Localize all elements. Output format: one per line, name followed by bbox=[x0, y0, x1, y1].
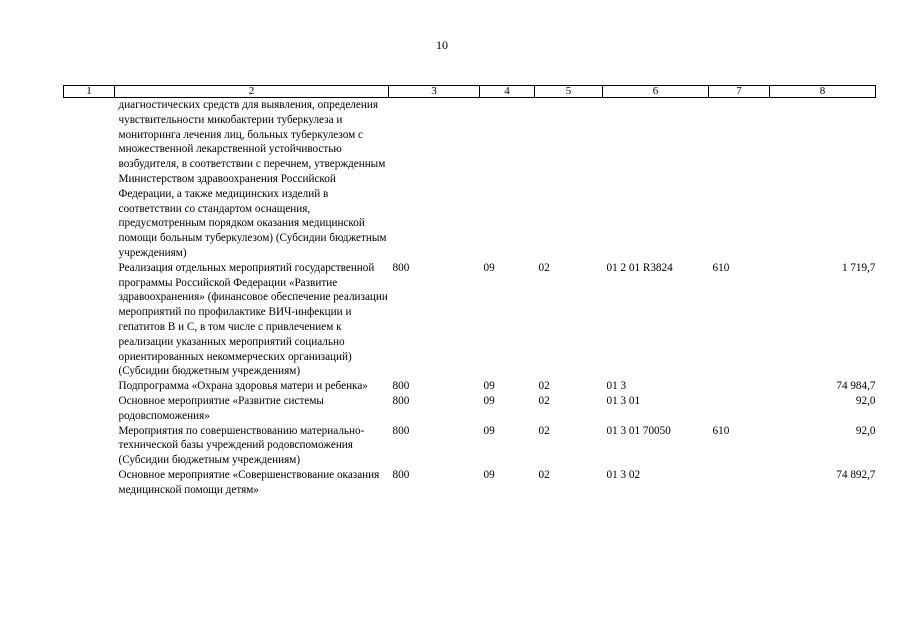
table-row bbox=[64, 379, 876, 394]
column-header-2: 2 bbox=[115, 86, 389, 98]
cell-name: Основное мероприятие «Развитие системы родовспоможения» bbox=[118, 394, 324, 422]
cell-subsection: 02 bbox=[538, 380, 550, 393]
cell-ministry-code bbox=[389, 98, 480, 261]
cell-target-article: 01 3 01 bbox=[606, 394, 641, 407]
cell-expense-type bbox=[709, 98, 770, 261]
cell-empty bbox=[64, 468, 115, 498]
column-number-row bbox=[64, 86, 876, 98]
cell-section: 09 bbox=[483, 261, 495, 274]
cell-empty bbox=[64, 261, 115, 379]
cell-ministry-code: 800 bbox=[392, 468, 410, 481]
cell-expense-type bbox=[709, 379, 770, 394]
cell-empty bbox=[64, 379, 115, 394]
cell-subsection bbox=[535, 98, 603, 261]
cell-amount: 92,0 bbox=[855, 424, 876, 437]
cell-target-article: 01 3 01 70050 bbox=[606, 424, 671, 437]
page-number: 10 bbox=[436, 38, 448, 52]
cell-target-article bbox=[603, 98, 709, 261]
cell-target-article: 01 3 02 bbox=[606, 468, 641, 481]
cell-name: Мероприятия по совершенствованию материально-технической базы учреждений родовспоможения (Субсидии бюджетным учреждениям) bbox=[118, 424, 365, 467]
cell-empty bbox=[64, 98, 115, 261]
cell-amount: 92,0 bbox=[855, 394, 876, 407]
cell-expense-type: 610 bbox=[712, 424, 730, 437]
cell-subsection: 02 bbox=[538, 394, 550, 407]
cell-section: 09 bbox=[483, 468, 495, 481]
column-header-3: 3 bbox=[389, 86, 480, 98]
column-header-5: 5 bbox=[535, 86, 603, 98]
cell-section: 09 bbox=[483, 394, 495, 407]
cell-section bbox=[480, 98, 535, 261]
cell-name: Реализация отдельных мероприятий государственной программы Российской Федерации «Развитие здравоохранения» (финансовое обеспечение реализации мероприятий по профилактике ВИЧ-инфекции и гепатитов В и С, в том числе с привлечением к реализации указанных мероприятий социально ориентированных некоммерческих организаций) (Субсидии бюджетным учреждениям) bbox=[118, 261, 388, 378]
table-row bbox=[64, 261, 876, 379]
cell-ministry-code: 800 bbox=[392, 261, 410, 274]
table-row bbox=[64, 394, 876, 424]
cell-amount: 74 892,7 bbox=[836, 468, 876, 481]
column-header-1: 1 bbox=[64, 86, 115, 98]
cell-amount: 1 719,7 bbox=[841, 261, 876, 274]
cell-expense-type: 610 bbox=[712, 261, 730, 274]
cell-target-article: 01 2 01 R3824 bbox=[606, 261, 673, 274]
cell-section: 09 bbox=[483, 380, 495, 393]
cell-expense-type bbox=[709, 468, 770, 498]
table-row bbox=[64, 468, 876, 498]
cell-empty bbox=[64, 424, 115, 468]
cell-ministry-code: 800 bbox=[392, 394, 410, 407]
cell-expense-type bbox=[709, 394, 770, 424]
cell-subsection: 02 bbox=[538, 424, 550, 437]
cell-target-article: 01 3 bbox=[606, 380, 627, 393]
budget-table bbox=[63, 85, 876, 498]
cell-amount: 74 984,7 bbox=[836, 380, 876, 393]
column-header-7: 7 bbox=[709, 86, 770, 98]
cell-section: 09 bbox=[483, 424, 495, 437]
cell-name: Подпрограмма «Охрана здоровья матери и ребенка» bbox=[118, 380, 368, 393]
cell-subsection: 02 bbox=[538, 261, 550, 274]
cell-empty bbox=[64, 394, 115, 424]
cell-amount bbox=[770, 98, 876, 261]
cell-name: Основное мероприятие «Совершенствование оказания медицинской помощи детям» bbox=[118, 468, 380, 496]
cell-ministry-code: 800 bbox=[392, 424, 410, 437]
cell-name: диагностических средств для выявления, определения чувствительности микобактерии туберкулеза и мониторинга лечения лиц, больных туберкулезом с множественной лекарственной устойчивостью возбудителя, в соответствии с перечнем, утвержденным Министерством здравоохранения Российской Федерации, а также медицинских изделий в соответствии со стандартом оснащения, предусмотренным порядком оказания медицинской помощи больным туберкулезом) (Субсидии бюджетным учреждениям) bbox=[118, 99, 387, 259]
column-header-6: 6 bbox=[603, 86, 709, 98]
cell-ministry-code: 800 bbox=[392, 380, 410, 393]
table-row bbox=[64, 98, 876, 261]
table-row bbox=[64, 424, 876, 468]
cell-subsection: 02 bbox=[538, 468, 550, 481]
column-header-4: 4 bbox=[480, 86, 535, 98]
column-header-8: 8 bbox=[770, 86, 876, 98]
